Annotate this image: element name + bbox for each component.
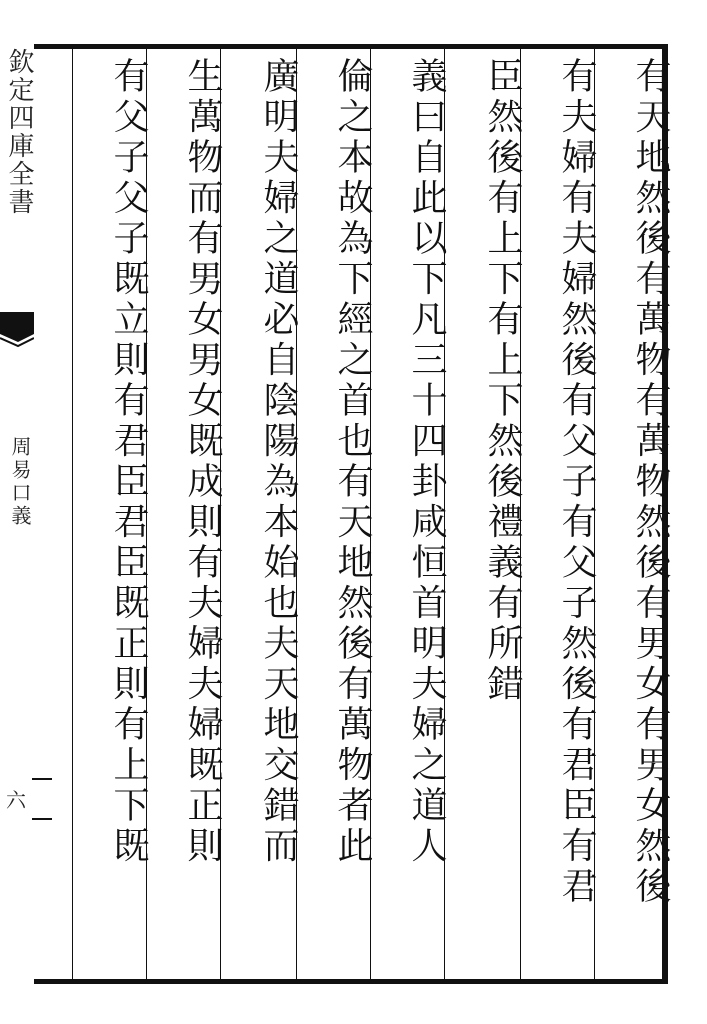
collection-title: 欽定四庫全書	[4, 48, 34, 216]
fishtail-icon	[0, 312, 34, 348]
text-column-8	[72, 49, 149, 979]
column-text: 義曰自此以下凡三十四卦咸恒首明夫婦之道人	[406, 57, 447, 867]
column-text: 有天地然後有萬物有萬物然後有男女有男女然後	[630, 57, 671, 908]
book-title: 周易口義	[8, 436, 32, 528]
column-text: 生萬物而有男女男女既成則有夫婦夫婦既正則	[182, 57, 223, 867]
text-column-3	[444, 49, 523, 979]
column-text: 倫之本故為下經之首也有天地然後有萬物者此	[332, 57, 373, 867]
fishtail-mark	[0, 312, 34, 348]
text-block-frame	[34, 44, 671, 984]
column-text: 臣然後有上下有上下然後禮義有所錯	[482, 57, 523, 705]
text-column-5	[296, 49, 373, 979]
text-column-7	[146, 49, 223, 979]
column-text: 廣明夫婦之道必自陰陽為本始也夫天地交錯而	[258, 57, 299, 867]
column-text: 有夫婦有夫婦然後有父子有父子然後有君臣有君	[556, 57, 597, 908]
column-text: 有父子父子既立則有君臣君臣既正則有上下既	[108, 57, 149, 867]
text-column-4	[370, 49, 447, 979]
text-column-1	[594, 49, 671, 979]
page-number: 六	[6, 788, 26, 812]
text-column-2	[520, 49, 597, 979]
text-column-6	[220, 49, 299, 979]
